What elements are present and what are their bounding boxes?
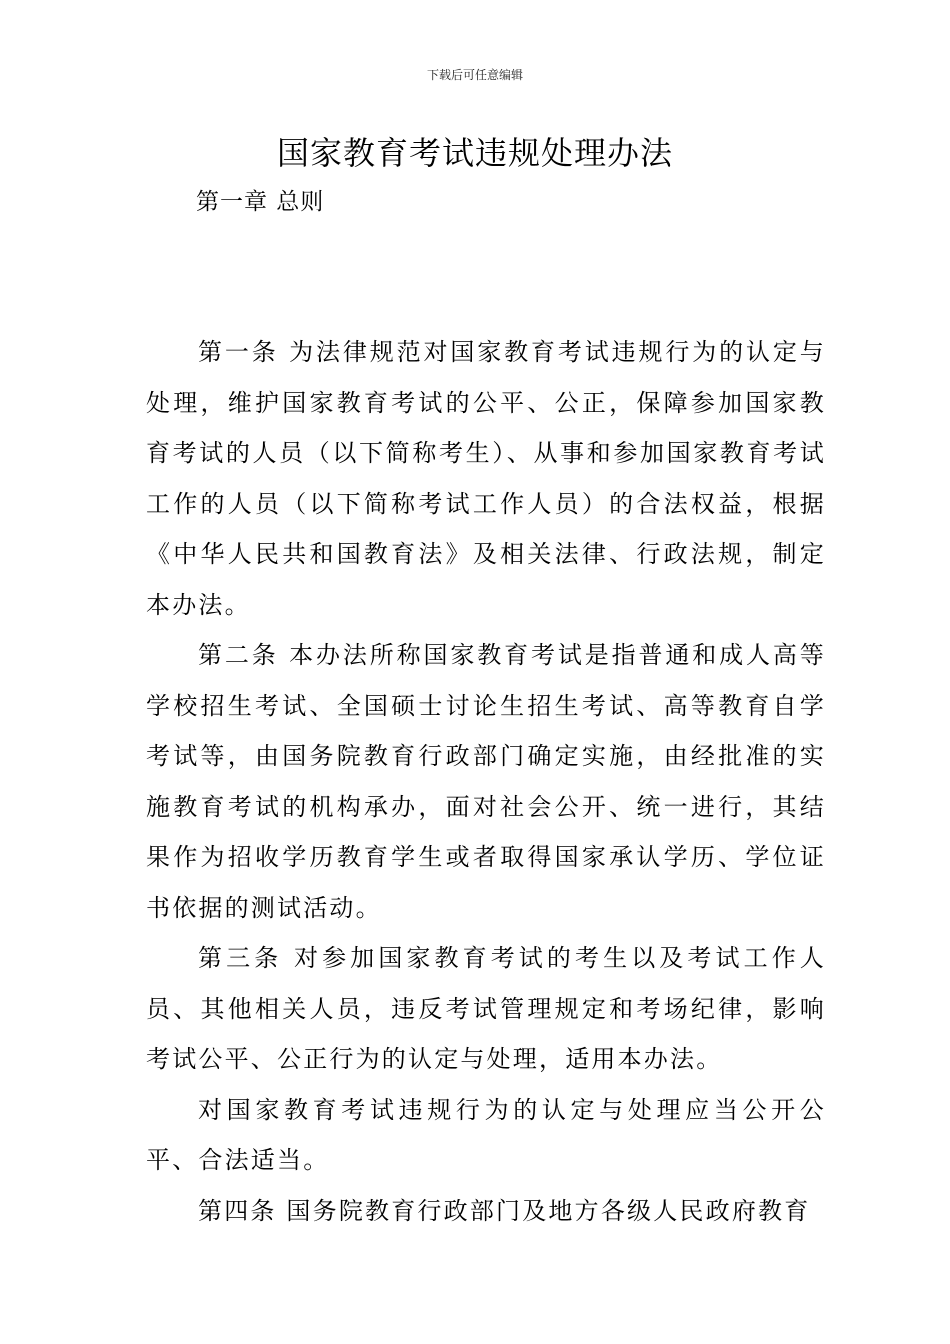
chapter-heading: 第一章 总则 [196,189,325,215]
header-note: 下载后可任意编辑 [426,68,523,82]
document-body [146,327,826,1236]
article-2-paragraph: 第二条 本办法所称国家教育考试是指普通和成人高等学校招生考试、全国硕士讨论生招生考试、高等教育自学考试等，由国务院教育行政部门确定实施，由经批准的实施教育考试的机构承办，面对社会公开、统一进行，其结果作为招收学历教育学生或者取得国家承认学历、学位证书依据的测试活动。 [146,641,826,922]
article-3-paragraph: 第三条 对参加国家教育考试的考生以及考试工作人员、其他相关人员，违反考试管理规定和考场纪律，影响考试公平、公正行为的认定与处理，适用本办法。 [146,944,826,1073]
article-3-continuation-paragraph: 对国家教育考试违规行为的认定与处理应当公开公平、合法适当。 [146,1095,826,1174]
document-title: 国家教育考试违规处理办法 [276,134,673,172]
article-4-paragraph: 第四条 国务院教育行政部门及地方各级人民政府教育 [198,1196,811,1225]
article-1-paragraph: 第一条 为法律规范对国家教育考试违规行为的认定与处理，维护国家教育考试的公平、公正，保障参加国家教育考试的人员（以下简称考生）、从事和参加国家教育考试工作的人员（以下简称考试工作人员）的合法权益，根据《中华人民共和国教育法》及相关法律、行政法规，制定本办法。 [146,338,826,619]
